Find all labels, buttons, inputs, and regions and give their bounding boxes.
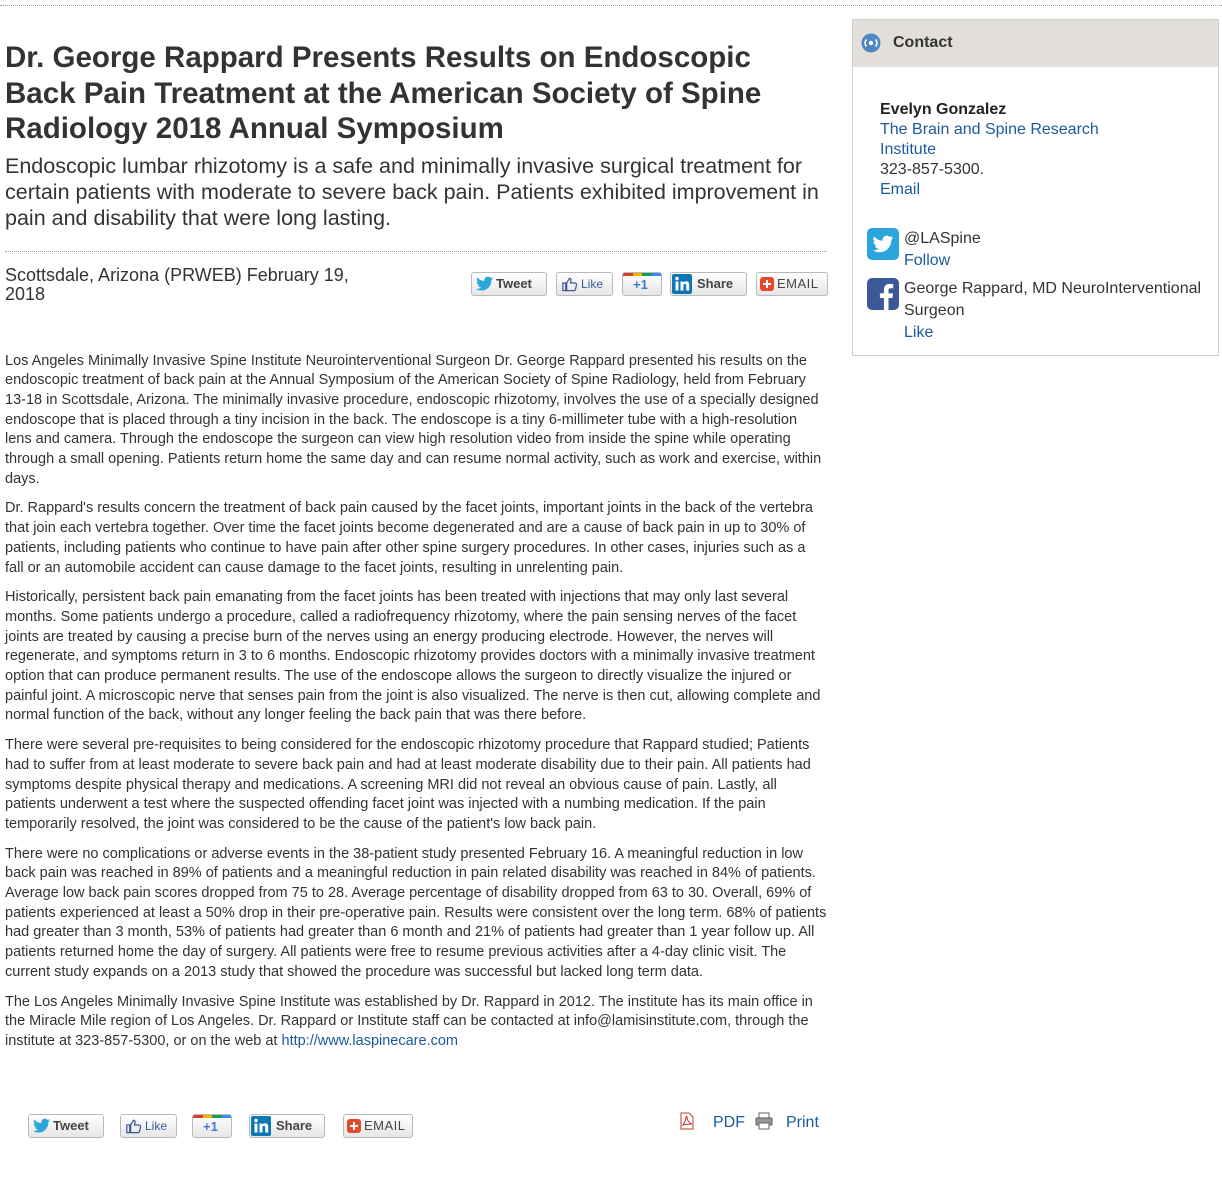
google-plus-one-button[interactable] [192, 1114, 232, 1138]
tweet-button[interactable] [471, 272, 547, 296]
google-plus-one-button[interactable] [622, 272, 662, 296]
article [5, 40, 827, 1062]
email-label: EMAIL [364, 1118, 406, 1133]
tweet-label: Tweet [53, 1118, 89, 1133]
plus-one-label: +1 [633, 276, 648, 292]
linkedin-icon [251, 1116, 271, 1136]
contact-details [880, 100, 1210, 200]
like-label: Like [581, 276, 604, 291]
article-paragraph: There were several pre-requisites to being considered for the endoscopic rhizotomy procedure that Rappard studied; Patients had to suffer from at least moderate to severe back pain and had at least moderate disability due to their pain. All patients had symptoms despite physical therapy and medications. A screening MRI did not reveal an obvious cause of pain. Lastly, all patients underwent a test where the suspected offending facet joint was injected with a numbing medication. If the pain temporarily resolved, the joint was considered to be the cause of the patient's low back pain. [5, 737, 811, 832]
divider [5, 251, 827, 252]
facebook-name: George Rappard, MD NeuroInterventional Surgeon [904, 280, 1202, 319]
bottom-toolbar [5, 1112, 827, 1142]
contact-organization-link[interactable]: The Brain and Spine Research Institute [880, 121, 1099, 158]
plus-one-label: +1 [203, 1119, 218, 1134]
linkedin-share-label: Share [276, 1118, 313, 1133]
article-headline: Dr. George Rappard Presents Results on Endoscopic Back Pain Treatment at the American Society of Spine Radiology 2018 Annual Symposium [5, 41, 762, 145]
linkedin-share-label: Share [697, 275, 734, 291]
article-paragraph: Los Angeles Minimally Invasive Spine Institute Neurointerventional Surgeon Dr. George Rappard presented his results on the endoscopic treatment of back pain at the Annual Symposium of the American Society of Spine Radiology, held from February 13-18 in Scottsdale, Arizona. The minimally invasive procedure, endoscopic rhizotomy, involves the use of a specially designed endoscope that is placed through a tiny incision in the back. The endoscope is a tiny 6-millimeter tube with a high-resolution lens and camera. Through the endoscope the surgeon can view high resolution video from inside the spine while operating through a small opening. Patients return home the same day and can resume normal activity, such as work and exercise, within days. [5, 352, 822, 487]
thumbs-up-icon [124, 1117, 143, 1135]
article-subheadline: Endoscopic lumbar rhizotomy is a safe and minimally invasive surgical treatment for certain patients with moderate to severe back pain. Patients exhibited improvement in pain and disability that were long lasting. [5, 153, 819, 230]
facebook-text [904, 278, 1204, 344]
pdf-icon [679, 1112, 695, 1130]
like-button[interactable] [120, 1114, 177, 1138]
twitter-bird-icon [32, 1117, 51, 1135]
like-label: Like [145, 1119, 168, 1133]
contact-icon [861, 33, 881, 53]
article-paragraph: There were no complications or adverse events in the 38-patient study presented February 16. A meaningful reduction in low back pain was reached in 89% of patients and a meaningful reduction in pain related disability was reached in 84% of patients. Average low back pain scores dropped from 75 to 28. Average percentage of disability dropped from 63 to 30. Overall, 69% of patients experienced at least a 50% drop in their pre-operative pain. Results were consistent over the long term. 68% of patients had greater than 3 month, 53% of patients had greater than 6 month and 21% of patients had greater than 1 year follow up. All patients returned home the day of surgery. All patients were free to resume previous activities after a 4-day clinic visit. The current study expands on a 2013 study that showed the procedure was successful but lacked long term data. [5, 845, 827, 980]
linkedin-share-button[interactable] [670, 272, 747, 296]
dateline: Scottsdale, Arizona (PRWEB) February 19, 2018 [5, 264, 349, 304]
article-body [5, 352, 827, 1052]
linkedin-share-button[interactable] [249, 1114, 325, 1138]
website-link[interactable]: http://www.laspinecare.com [281, 1033, 458, 1049]
last-paragraph-text: The Los Angeles Minimally Invasive Spine Institute was established by Dr. Rappard in 2012. The institute has its main office in the Miracle Mile region of Los Angeles. Dr. Rappard or Institute staff can be contacted at info@lamisinstitute.com, through the institute at 323-857-5300, or on the web at [5, 993, 813, 1049]
contact-email-link[interactable]: Email [880, 181, 921, 198]
print-label: Print [786, 1114, 819, 1131]
facebook-icon [867, 278, 899, 310]
contact-header [853, 20, 1218, 67]
twitter-text [904, 228, 1204, 272]
linkedin-icon [672, 274, 692, 294]
article-paragraph: Dr. Rappard's results concern the treatment of back pain caused by the facet joints, important joints in the back of the vertebra that join each vertebra together. Over time the facet joints become degenerated and are a cause of back pain in up to 30% of patients, including patients who continue to have pain after other spine surgery procedures. In other cases, injuries such as a fall or an automobile accident can cause damage to the facet joints, resulting in unrelenting pain. [5, 500, 813, 576]
email-button[interactable] [343, 1114, 413, 1138]
contact-phone: 323-857-5300. [880, 161, 985, 178]
pdf-label: PDF [713, 1114, 745, 1131]
facebook-like-link[interactable]: Like [904, 324, 934, 341]
email-plus-icon [347, 1119, 361, 1133]
thumbs-up-icon [560, 275, 579, 293]
twitter-bird-icon [475, 275, 494, 293]
contact-name: Evelyn Gonzalez [880, 101, 1007, 118]
article-paragraph: Historically, persistent back pain emanating from the facet joints has been treated with injections that may only last several months. Some patients undergo a procedure, called a radiofrequency rhizotomy, where the pain sensing nerves of the facet joints are treated by causing a precise burn of the nerves using an energy producing electrode. However, the nerves will regenerate, and symptoms return in 3 to 6 months. Endoscopic rhizotomy provides doctors with a minimally invasive treatment option that can produce permanent results. The use of the endoscope allows the surgeon to directly visualize the injured or painful joint. A microscopic nerve that senses pain from the joint is also visualized. The nerve is then cut, allowing complete and normal function of the back, without any longer feeling the back pain that was there before. [5, 589, 821, 724]
tweet-button[interactable] [28, 1114, 104, 1138]
tweet-label: Tweet [496, 275, 532, 291]
contact-sidebar [852, 19, 1219, 356]
email-button[interactable] [756, 272, 828, 296]
dateline-row [5, 266, 827, 326]
twitter-handle: @LASpine [904, 230, 981, 247]
twitter-follow-link[interactable]: Follow [904, 252, 951, 269]
top-divider [0, 5, 1222, 6]
contact-title: Contact [893, 34, 953, 51]
like-button[interactable] [556, 272, 613, 296]
article-paragraph-last [5, 993, 827, 1052]
email-plus-icon [760, 277, 774, 291]
printer-icon [755, 1112, 773, 1130]
email-label: EMAIL [777, 275, 819, 291]
twitter-icon [867, 228, 899, 260]
